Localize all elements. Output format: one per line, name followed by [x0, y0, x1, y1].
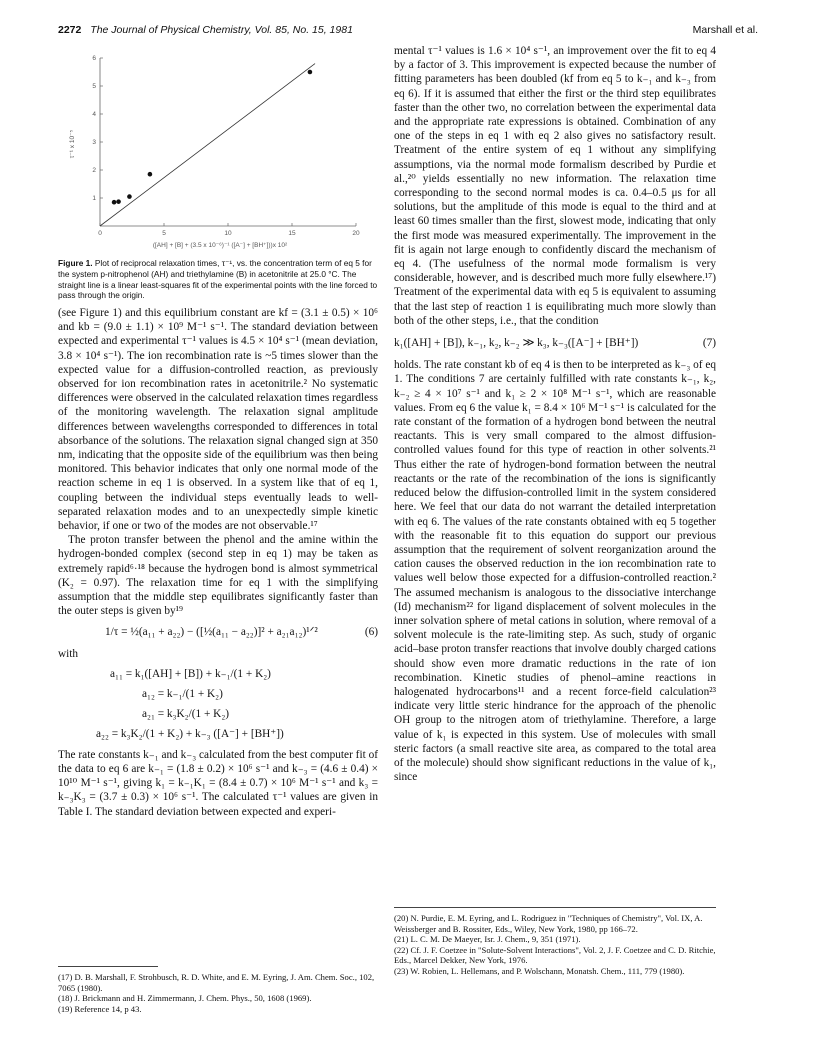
footnotes-right [394, 913, 716, 977]
footnote: (17) D. B. Marshall, F. Strohbusch, R. D. White, and E. M. Eyring, J. Am. Chem. Soc., 102, 7065 (1980). [58, 972, 375, 993]
paragraph: The rate constants k₋₁ and k₋₃ calculated from the best computer fit of the data to eq 6 are k₋₁ = (1.8 ± 0.2) × 10⁶ s⁻¹ and k₋₃ = (4.6 ± 0.4) × 10¹⁰ M⁻¹ s⁻¹, giving k₁ = k₋₁K₁ = (8.4 ± 0.7) × 10⁶ M⁻¹ s⁻¹ and k₃ = k₋₃K₃ = (3.7 ± 0.3) × 10⁶ s⁻¹. The calculated τ⁻¹ values are given in Table I. The standard deviation between expected and experi- [58, 748, 378, 818]
journal-citation: The Journal of Physical Chemistry, Vol. 85, No. 15, 1981 [90, 24, 353, 36]
data-point [148, 172, 153, 177]
x-tick-label: 15 [288, 230, 296, 237]
x-tick-label: 5 [162, 230, 166, 237]
scatter-chart [58, 48, 380, 253]
right-column [394, 44, 716, 784]
equation-set [58, 667, 378, 742]
footnote: (19) Reference 14, p 43. [58, 1003, 142, 1014]
figure-caption [58, 258, 378, 301]
y-tick-label: 3 [92, 139, 96, 146]
equation-number: (7) [702, 337, 716, 350]
y-tick-label: 2 [92, 167, 96, 174]
y-axis-label: τ⁻¹ x 10⁻⁵ [69, 129, 76, 159]
footnote: (20) N. Purdie, E. M. Eyring, and L. Rodriguez in "Techniques of Chemistry", Vol. IX, A. Weissberger and B. Rossiter, Eds., Wiley, New York, 1980, pp 166–72. [394, 913, 703, 934]
y-tick-label: 1 [92, 195, 96, 202]
equation-a12: a₁₂ = k₋₁/(1 + K₂) [142, 688, 223, 701]
equation-body: 1/τ = ½(a₁₁ + a₂₂) − ([½(a₁₁ − a₂₂)]² + a₂₁a₁₂)¹ᐟ² [105, 626, 318, 639]
data-point [112, 200, 117, 205]
data-point [308, 70, 313, 75]
footnote: (21) L. C. M. De Maeyer, Isr. J. Chem., 9, 351 (1971). [394, 934, 581, 945]
y-tick-label: 4 [92, 111, 96, 118]
footnotes-left [58, 972, 378, 1014]
paragraph: mental τ⁻¹ values is 1.6 × 10⁴ s⁻¹, an improvement over the fit to eq 4 by a factor of 3. This improvement is expected because the number of fitting parameters has been doubled (kf from eq 5 to k₋₁ and k₋₃ from eq 6). If it is assumed that either the first or the third step equilibrates faster than the other two, no correlation between the experimental data and the appropriate rate expressions is obtained. Combination of any one of the steps in eq 1 with eq 2 also gives no satisfactory result. Treatment of the entire system of eq 1 without any simplifying assumptions, via the normal mode formalism described by Purdie et al.,²⁰ yields essentially no new information. The relaxation time corresponding to the second normal modes is ca. 0.4–0.5 μs for all solutions, but the amplitude of this mode is equal to the third and at least 60 times smaller than the first, slowest mode, indicating that only the first mode was measured experimentally. The improvement in the fit is again not large enough to confidently discard the mechanism of eq 4. (The usefulness of the normal mode formalism is very considerable, however, and is described much more fully elsewhere.¹⁷) Treatment of the experimental data with eq 5 is equivalent to assuming that the last step of reaction 1 is equilibrating much more slowly than both of the other steps, i.e., that the condition [394, 45, 716, 327]
paragraph: The proton transfer between the phenol and the amine within the hydrogen-bonded complex (second step in eq 1) may be taken as extremely rapid⁶·¹⁸ because the hydrogen bond is almost symmetrical (K₂ = 0.97). The relaxation time for eq 1 with the simplifying assumption that the middle step equilibrates significantly faster than the outer steps is given by¹⁹ [58, 534, 378, 618]
running-header [58, 24, 758, 40]
equation-body: k₁([AH] + [B]), k₋₁, k₂, k₋₂ ≫ k₃, k₋₃([A⁻] + [BH⁺]) [394, 337, 639, 350]
equation-6 [58, 625, 378, 639]
footnote: (18) J. Brickmann and H. Zimmermann, J. Chem. Phys., 50, 1608 (1969). [58, 993, 312, 1004]
y-tick-label: 6 [92, 55, 96, 62]
page-number: 2272 [58, 24, 82, 36]
x-tick-label: 10 [224, 230, 232, 237]
data-point [116, 199, 121, 204]
equation-number: (6) [364, 626, 378, 639]
equation-7 [394, 336, 716, 350]
footnote-rule [394, 907, 716, 908]
with-label: with [58, 647, 79, 660]
x-tick-label: 0 [98, 230, 102, 237]
caption-label: Figure 1. [58, 258, 93, 268]
footnote: (22) Cf. J. F. Coetzee in "Solute-Solvent Interactions", Vol. 2, J. F. Coetzee and C. D. Ritchie, Eds., Marcel Dekker, New York, 1976. [394, 944, 716, 966]
figure-1 [58, 48, 380, 253]
left-column [58, 306, 378, 819]
fit-line [100, 64, 315, 226]
equation-a11: a₁₁ = k₁([AH] + [B]) + k₋₁/(1 + K₂) [110, 667, 271, 680]
footnote: (23) W. Robien, L. Hellemans, and P. Wolschann, Monatsh. Chem., 111, 779 (1980). [394, 965, 685, 976]
footnote-rule [58, 966, 158, 967]
x-axis-label: ([AH] + [B] + (3.5 x 10⁻⁶)⁻¹ ([A⁻] + [BH⁺]))x 10² [152, 242, 288, 249]
equation-a22: a₂₂ = k₃K₂/(1 + K₂) + k₋₃ ([A⁻] + [BH⁺]) [96, 728, 284, 741]
x-tick-label: 20 [352, 230, 360, 237]
paragraph: holds. The rate constant kb of eq 4 is then to be interpreted as k₋₃ of eq 1. The conditions 7 are certainly fulfilled with rate constants k₋₁, k₂, k₋₂ ≥ 4 × 10⁷ s⁻¹ and k₁ ≥ 2 × 10⁸ M⁻¹ s⁻¹, which are reasonable values. From eq 6 the value k₁ = 8.4 × 10⁶ M⁻¹ s⁻¹ is calculated for the rate constant of the formation of a hydrogen bond between the neutral reactants. This is very small compared to the almost diffusion-controlled values found for this type of reaction in other solvents.²¹ Thus either the rate of hydrogen-bond formation between the neutral reactants or the rate of the recombination of the ions is significantly reduced below the diffusion-controlled limit in the system considered here. We feel that our data do not warrant the detailed interpretation with eq 6. The values of the rate constants obtained with eq 5 together with the reasonable fit to this equation do support our previous assumption that the requirement of solvent reorganization around the cation causes the observed reduction in the ion recombination rate to values well below those expected for a diffusion-controlled reaction.² The assumed mechanism is analogous to the dissociative interchange (Id) mechanism²² for ligand displacement of solvent molecules in the inner solvation sphere of metal cations in solution, where removal of a solvent molecule is the rate-limiting step. As such, study of organic acid–base proton transfer reactions that involve doubly charged cations should show even more dramatic reductions in the rate of ion recombination. Kinetic studies of phenol–amine reactions in halogenated hydrocarbons¹¹ and a recent force-field calculation²³ indicate very little steric hindrance for the approach of the phenolic OH group to the nitrogen atom of triethylamine. Therefore, a large value of k₁ is expected in this system. Use of molecules with small steric factors (a small reactive site area, as compared to the total area of the molecule) should show significant reductions in the value of k₁, since [394, 359, 716, 784]
caption-text: Plot of reciprocal relaxation times, τ⁻¹, vs. the concentration term of eq 5 for the system p-nitrophenol (AH) and triethylamine (B) in acetonitrile at 25.0 °C. The straight line is a linear least-squares fit of the experimental points with the line forced to pass through the origin. [58, 258, 378, 301]
equation-a21: a₂₁ = k₃K₂/(1 + K₂) [142, 708, 230, 721]
running-authors: Marshall et al. [692, 24, 758, 36]
data-point [127, 194, 132, 199]
y-tick-label: 5 [92, 83, 96, 90]
paragraph: (see Figure 1) and this equilibrium constant are kf = (3.1 ± 0.5) × 10⁶ and kb = (9.0 ± 1.1) × 10⁹ M⁻¹ s⁻¹. The standard deviation between expected and experimental τ⁻¹ values is 4.5 × 10⁴ s⁻¹ (mean deviation, 3.8 × 10⁴ s⁻¹). The ion recombination rate is ~5 times slower than the expected value for a diffusion-controlled reaction, as previously observed for ion recombination rates in acetonitrile.² No systematic differences were observed in the calculated relaxation times regardless of the monitoring wavelength. The relaxation signal amplitude differences between wavelengths corresponded to differences in total absorbance of the solutions. The relaxation signal changed sign at 350 nm, indicating that the opposite side of the equilibrium was then being monitored. This behavior indicates that only one normal mode of the reaction scheme in eq 1 is observed. In a system like that of eq 1, coupling between the individual steps eventually leads to well-separated relaxation modes and to an unexpectedly simple kinetic behavior, if one or two of the modes are not observable.¹⁷ [58, 307, 378, 533]
